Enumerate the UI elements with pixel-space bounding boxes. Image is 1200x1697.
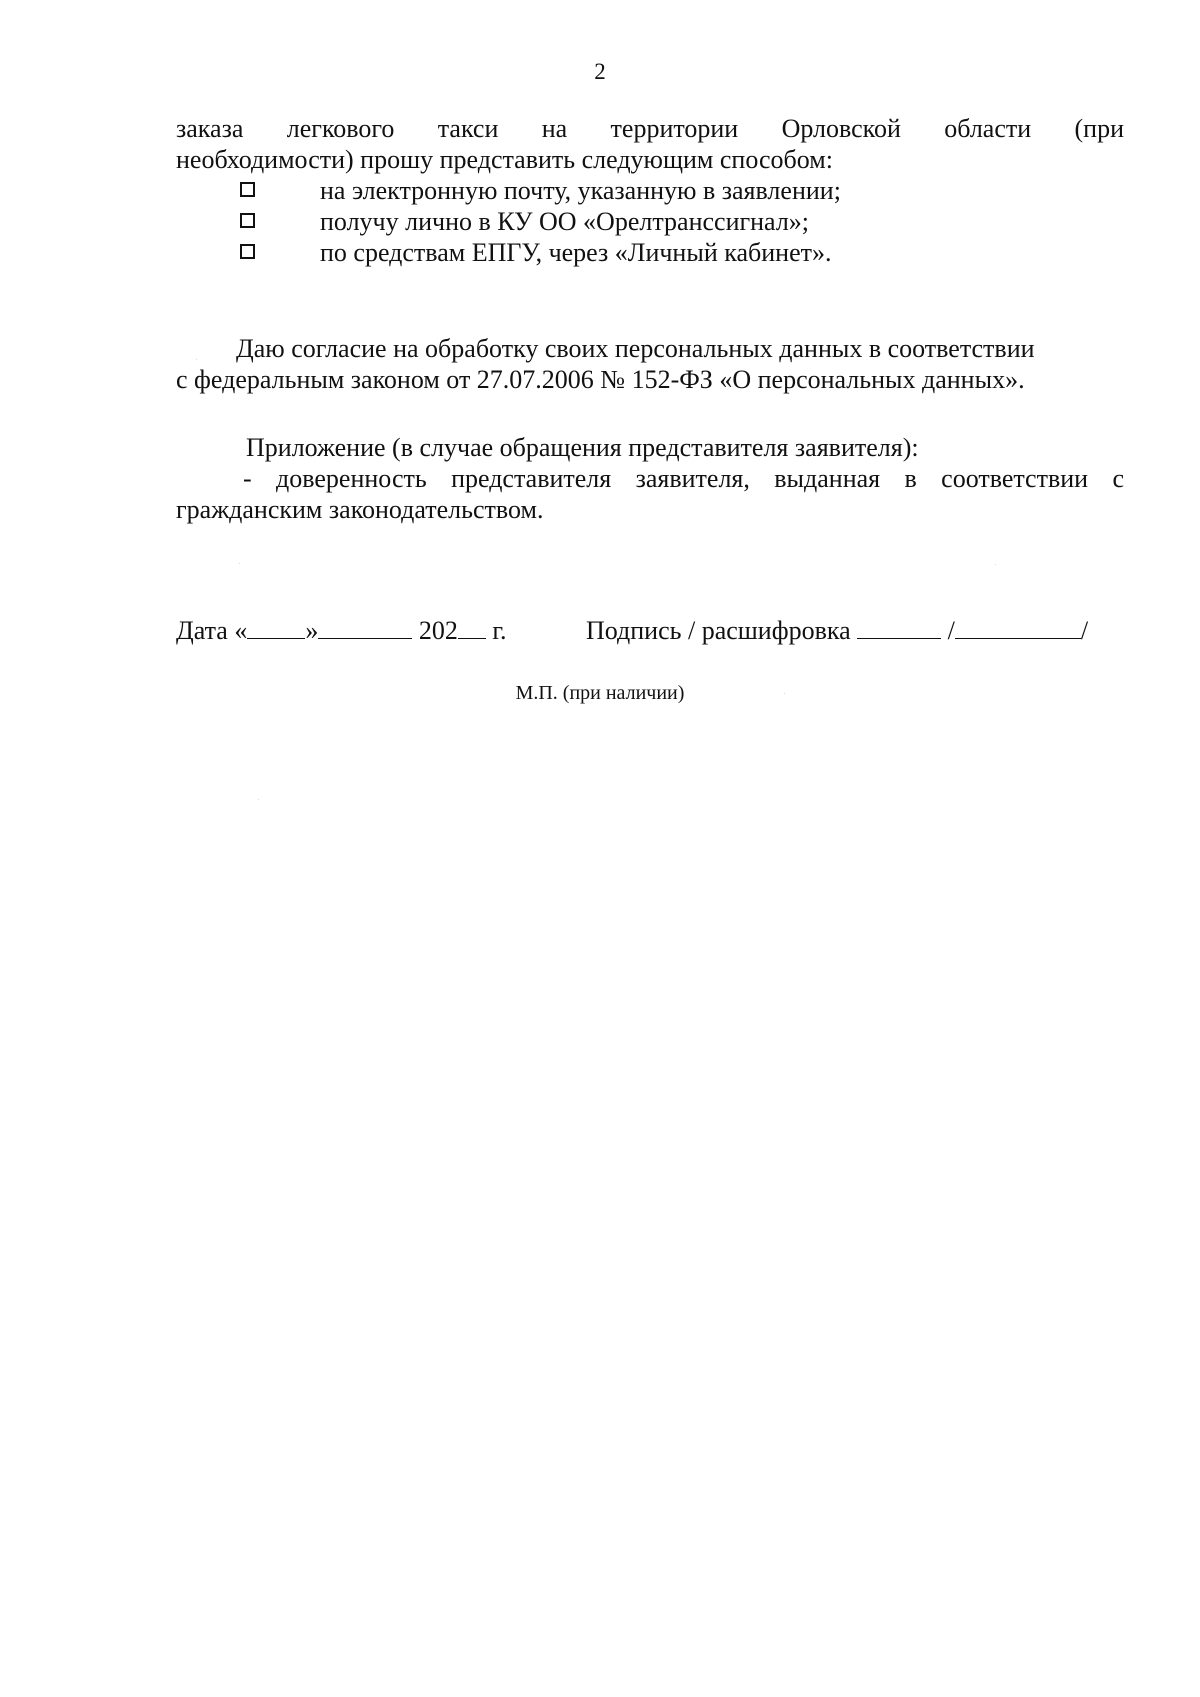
consent-paragraph	[176, 333, 1124, 395]
delivery-option-in-person[interactable]	[176, 206, 1124, 237]
scan-speck	[784, 693, 785, 694]
attachment-item-line-1: - доверенность представителя заявителя, выданная в соответствии с	[243, 464, 1124, 493]
page-number: 2	[594, 59, 606, 84]
stamp-note: М.П. (при наличии)	[515, 682, 685, 704]
day-blank[interactable]	[247, 614, 305, 639]
signature-end-slash: /	[1080, 616, 1089, 645]
scan-speck	[239, 563, 240, 564]
signature-row	[176, 614, 1124, 646]
attachment-item-line-2: гражданским законодательством.	[176, 495, 544, 524]
document-body	[176, 113, 1124, 525]
delivery-option-label: по средствам ЕПГУ, через «Личный кабинет».	[320, 238, 832, 267]
signature-slash: /	[947, 616, 955, 645]
consent-line-2: с федеральным законом от 27.07.2006 № 152-ФЗ «О персональных данных».	[176, 365, 1025, 394]
delivery-options-list	[176, 175, 1124, 268]
scan-speck	[258, 799, 259, 800]
checkbox-icon[interactable]	[240, 244, 255, 259]
date-field[interactable]	[176, 614, 507, 647]
delivery-option-epgu[interactable]	[176, 237, 1124, 268]
date-quote-close: »	[305, 616, 319, 645]
delivery-option-label: на электронную почту, указанную в заявлении;	[320, 176, 841, 205]
decryption-blank[interactable]	[955, 614, 1081, 639]
year-blank[interactable]	[458, 614, 486, 639]
intro-line-1: заказа легкового такси на территории Орловской области (при	[176, 114, 1124, 143]
attachment-section	[176, 432, 1124, 525]
month-blank[interactable]	[318, 614, 412, 639]
signature-blank[interactable]	[857, 614, 941, 639]
date-label: Дата «	[176, 616, 248, 645]
year-prefix: 202	[418, 616, 458, 645]
checkbox-icon[interactable]	[240, 182, 255, 197]
year-suffix: г.	[492, 616, 507, 645]
signature-label: Подпись / расшифровка	[586, 616, 851, 645]
delivery-option-email[interactable]	[176, 175, 1124, 206]
attachment-title: Приложение (в случае обращения представителя заявителя):	[246, 433, 919, 462]
intro-line-2: необходимости) прошу представить следующим способом:	[176, 145, 833, 174]
scan-speck	[196, 359, 197, 360]
scan-speck	[995, 564, 996, 565]
signature-field[interactable]	[586, 614, 1088, 647]
checkbox-icon[interactable]	[240, 213, 255, 228]
delivery-option-label: получу лично в КУ ОО «Орелтранссигнал»;	[320, 207, 810, 236]
consent-line-1: Даю согласие на обработку своих персональных данных в соответствии	[236, 334, 1035, 363]
